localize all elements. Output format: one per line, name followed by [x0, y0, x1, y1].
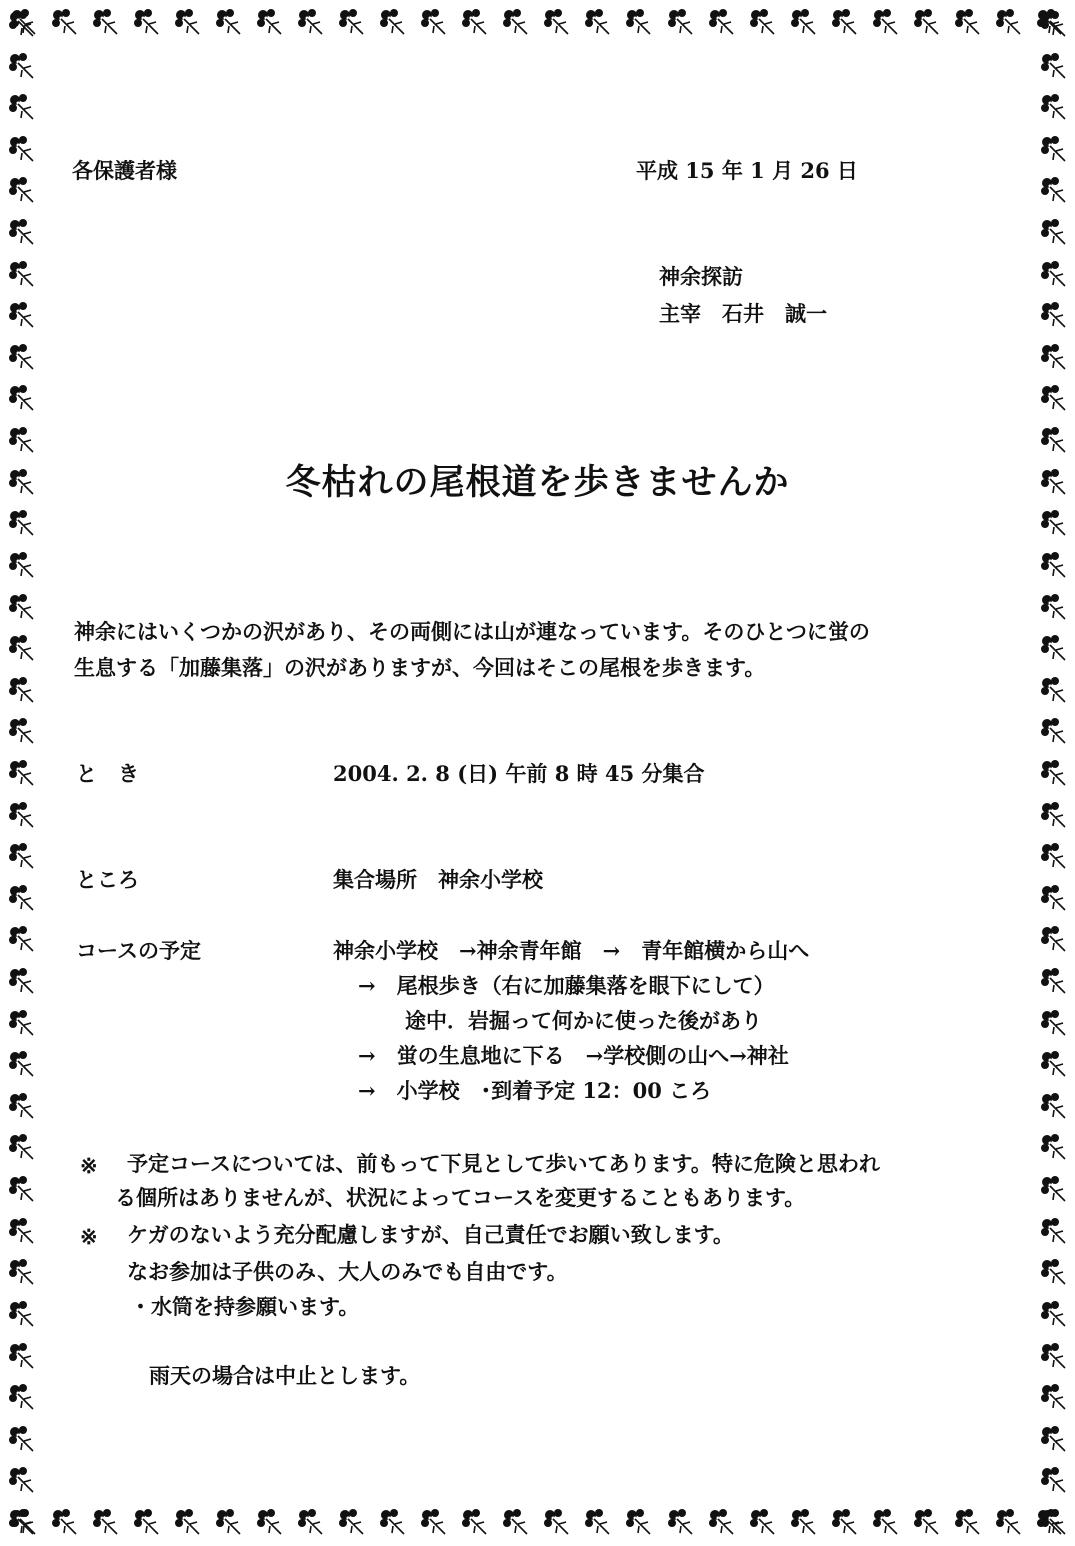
flower-icon — [747, 1506, 779, 1538]
flower-icon — [952, 6, 984, 38]
flower-icon — [1038, 382, 1070, 414]
flower-icon — [377, 6, 409, 38]
flower-icon — [1038, 507, 1070, 539]
flower-icon — [1034, 6, 1066, 38]
course-line: 途中．岩掘って何かに使った後があり — [405, 1008, 762, 1033]
flower-icon — [6, 1048, 38, 1080]
flower-icon — [665, 1506, 697, 1538]
flower-icon — [1038, 424, 1070, 456]
flower-icon — [6, 923, 38, 955]
flower-icon — [49, 6, 81, 38]
flower-icon — [254, 6, 286, 38]
flower-icon — [336, 6, 368, 38]
flower-icon — [788, 6, 820, 38]
flower-icon — [6, 840, 38, 872]
flower-icon — [6, 258, 38, 290]
flower-icon — [6, 1423, 38, 1455]
flower-icon — [829, 1506, 861, 1538]
flower-icon — [295, 1506, 327, 1538]
flower-icon — [6, 1256, 38, 1288]
flower-icon — [1038, 1090, 1070, 1122]
flower-icon — [6, 591, 38, 623]
flower-icon — [131, 1506, 163, 1538]
flower-icon — [6, 1173, 38, 1205]
flower-icon — [8, 6, 40, 38]
flower-icon — [6, 507, 38, 539]
note1-line-2: る個所はありませんが、状況によってコースを変更することもあります。 — [115, 1185, 806, 1210]
flower-icon — [993, 1506, 1025, 1538]
rain-note: 雨天の場合は中止とします。 — [149, 1363, 421, 1388]
flower-icon — [1038, 258, 1070, 290]
flower-icon — [1038, 1340, 1070, 1372]
flower-icon — [418, 1506, 450, 1538]
flower-icon — [213, 1506, 245, 1538]
flower-icon — [1038, 591, 1070, 623]
flower-icon — [6, 216, 38, 248]
organizer: 主宰 石井 誠一 — [659, 301, 827, 326]
flower-icon — [500, 6, 532, 38]
flower-icon — [1038, 8, 1070, 40]
page-title: 冬枯れの尾根道を歩きませんか — [285, 463, 790, 503]
flower-icon — [1038, 1007, 1070, 1039]
flower-icon — [6, 50, 38, 82]
flower-icon — [911, 1506, 943, 1538]
flower-icon — [6, 882, 38, 914]
flower-icon — [459, 6, 491, 38]
flower-icon — [1038, 174, 1070, 206]
flower-icon — [172, 1506, 204, 1538]
flower-icon — [1038, 882, 1070, 914]
flower-icon — [541, 6, 573, 38]
when-label: と き — [76, 761, 139, 786]
flower-icon — [6, 799, 38, 831]
flower-icon — [829, 6, 861, 38]
flower-icon — [1038, 341, 1070, 373]
note2-line-1: ケガのないよう充分配慮しますが、自己責任でお願い致します。 — [127, 1222, 734, 1247]
flower-icon — [295, 6, 327, 38]
flower-icon — [1038, 549, 1070, 581]
flower-icon — [254, 1506, 286, 1538]
flower-icon — [6, 715, 38, 747]
course-line: → 尾根歩き（右に加藤集落を眼下にして） — [358, 973, 775, 998]
flower-icon — [1038, 757, 1070, 789]
flower-icon — [500, 1506, 532, 1538]
course-line: 神余小学校 →神余青年館 → 青年館横から山へ — [333, 938, 810, 963]
flower-icon — [6, 424, 38, 456]
course-line: → 蛍の生息地に下る →学校側の山へ→神社 — [358, 1043, 789, 1068]
flower-icon — [665, 6, 697, 38]
intro-line-2: 生息する「加藤集落」の沢がありますが、今回はそこの尾根を歩きます。 — [74, 655, 766, 680]
note-mark: ※ — [80, 1153, 98, 1178]
flower-icon — [6, 674, 38, 706]
flower-icon — [541, 1506, 573, 1538]
flower-icon — [582, 1506, 614, 1538]
decorative-border-top — [8, 2, 1066, 42]
note-mark: ※ — [80, 1224, 98, 1249]
flower-icon — [6, 1090, 38, 1122]
flower-icon — [1038, 799, 1070, 831]
flower-icon — [6, 1131, 38, 1163]
flower-icon — [870, 6, 902, 38]
flower-icon — [6, 1464, 38, 1496]
flower-icon — [131, 6, 163, 38]
flower-icon — [870, 1506, 902, 1538]
flower-icon — [49, 1506, 81, 1538]
flower-icon — [90, 1506, 122, 1538]
flower-icon — [6, 8, 38, 40]
flower-icon — [623, 1506, 655, 1538]
flower-icon — [6, 1381, 38, 1413]
note1-line-1: 予定コースについては、前もって下見として歩いてあります。特に危険と思われ — [127, 1151, 880, 1176]
flower-icon — [1038, 216, 1070, 248]
flower-icon — [1038, 1506, 1070, 1538]
flower-icon — [1038, 965, 1070, 997]
flower-icon — [706, 6, 738, 38]
flower-icon — [6, 382, 38, 414]
flower-icon — [582, 6, 614, 38]
flower-icon — [1038, 632, 1070, 664]
flower-icon — [1038, 1131, 1070, 1163]
flower-icon — [336, 1506, 368, 1538]
flower-icon — [377, 1506, 409, 1538]
flower-icon — [1038, 715, 1070, 747]
note2-line-3: ・水筒を持参願います。 — [130, 1294, 360, 1319]
course-label: コースの予定 — [76, 938, 201, 963]
flower-icon — [6, 174, 38, 206]
flower-icon — [172, 6, 204, 38]
flower-icon — [213, 6, 245, 38]
decorative-border-right — [1034, 8, 1074, 1538]
flower-icon — [788, 1506, 820, 1538]
flower-icon — [6, 1506, 38, 1538]
flower-icon — [1038, 133, 1070, 165]
flower-icon — [1038, 1381, 1070, 1413]
flower-icon — [459, 1506, 491, 1538]
flower-icon — [8, 1506, 40, 1538]
flower-icon — [1038, 1256, 1070, 1288]
where-label: ところ — [76, 867, 139, 892]
flower-icon — [418, 6, 450, 38]
flower-icon — [6, 757, 38, 789]
intro-line-1: 神余にはいくつかの沢があり、その両側には山が連なっています。そのひとつに蛍の — [74, 619, 870, 644]
flower-icon — [1038, 91, 1070, 123]
flower-icon — [6, 1007, 38, 1039]
flower-icon — [1038, 1215, 1070, 1247]
flower-icon — [6, 965, 38, 997]
flower-icon — [6, 1215, 38, 1247]
when-value: 2004. 2. 8 (日) 午前 8 時 45 分集合 — [333, 761, 705, 786]
flower-icon — [6, 1340, 38, 1372]
flower-icon — [747, 6, 779, 38]
flower-icon — [952, 1506, 984, 1538]
flower-icon — [1038, 1423, 1070, 1455]
course-line: → 小学校 ･到着予定 12：00 ころ — [358, 1078, 712, 1103]
flower-icon — [1038, 923, 1070, 955]
where-value: 集合場所 神余小学校 — [333, 867, 543, 892]
flower-icon — [6, 1298, 38, 1330]
flower-icon — [1038, 674, 1070, 706]
flower-icon — [90, 6, 122, 38]
flower-icon — [623, 6, 655, 38]
flower-icon — [1038, 1173, 1070, 1205]
flower-icon — [6, 133, 38, 165]
recipient: 各保護者様 — [72, 158, 177, 183]
flower-icon — [1038, 1464, 1070, 1496]
flower-icon — [6, 632, 38, 664]
date: 平成 15 年 1 月 26 日 — [636, 158, 858, 183]
flower-icon — [911, 6, 943, 38]
decorative-border-left — [2, 8, 42, 1538]
flower-icon — [6, 91, 38, 123]
flower-icon — [1038, 840, 1070, 872]
flower-icon — [6, 341, 38, 373]
flower-icon — [1034, 1506, 1066, 1538]
flower-icon — [1038, 299, 1070, 331]
flower-icon — [6, 549, 38, 581]
decorative-border-bottom — [8, 1502, 1066, 1542]
flower-icon — [993, 6, 1025, 38]
note2-line-2: なお参加は子供のみ、大人のみでも自由です。 — [127, 1259, 568, 1284]
organization: 神余探訪 — [659, 264, 743, 289]
flower-icon — [6, 299, 38, 331]
flower-icon — [1038, 1298, 1070, 1330]
flower-icon — [1038, 1048, 1070, 1080]
flower-icon — [706, 1506, 738, 1538]
flower-icon — [1038, 50, 1070, 82]
